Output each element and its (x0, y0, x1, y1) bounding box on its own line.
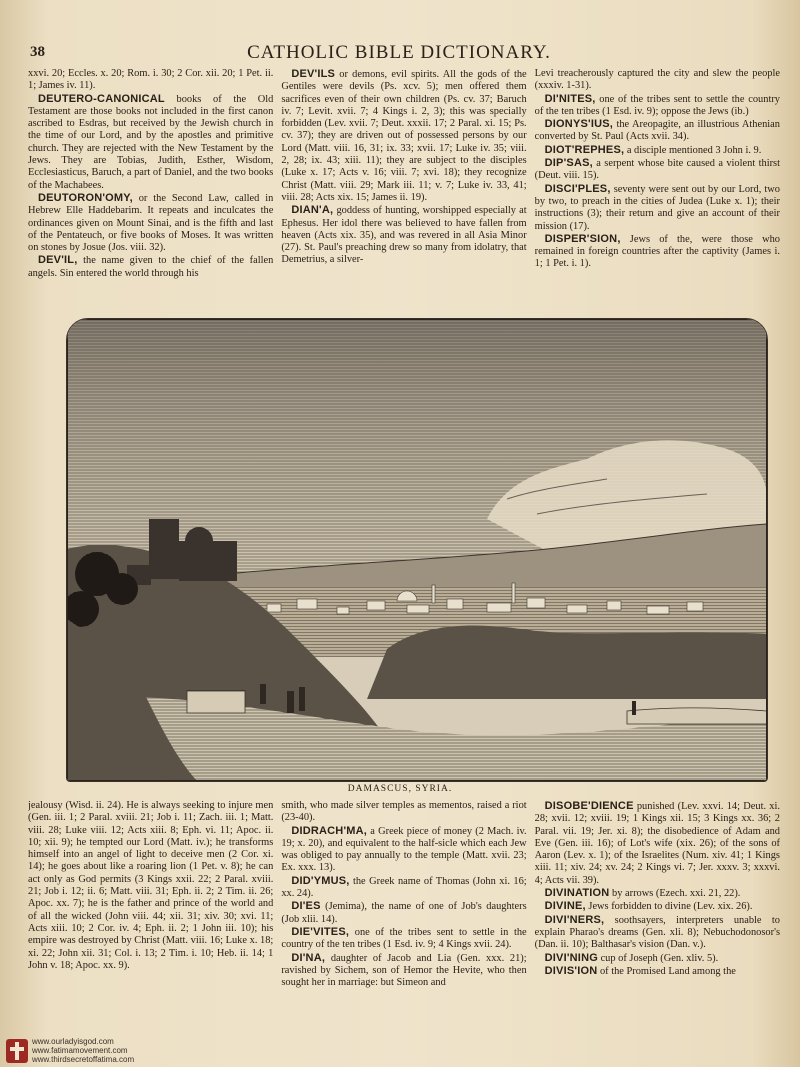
dictionary-entry (535, 183, 780, 233)
watermark-link[interactable]: www.thirdsecretoffatima.com (32, 1055, 135, 1064)
watermark-link[interactable]: www.ourladyisgod.com (32, 1037, 114, 1046)
dictionary-entry (281, 926, 526, 952)
top-columns (28, 68, 780, 318)
entry-headword: DIONYS'IUS, (544, 118, 614, 131)
dictionary-entry (281, 825, 526, 875)
dictionary-entry (281, 875, 526, 901)
entry-text: of the Promised Land among the (597, 965, 736, 977)
cross-shield-icon (6, 1039, 28, 1063)
entry-headword: DIE'VITES, (291, 925, 350, 938)
entry-text: books of the Old Testament are those books not included in the first canon ascribed to Esdras, but received by the Jewish church in the time of our Lord, and by the apostles and primitive church. They are rejected with the New Testament by the Jews. They are Tobias, Judith, Esther, Wisdom, Ecclesiasticus, Baruch, a part of Daniel, and the two books of the Machabees. (28, 93, 274, 191)
watermark-link[interactable]: www.fatimamovement.com (32, 1046, 128, 1055)
page-header (28, 42, 770, 66)
entry-headword: DIP'SAS, (544, 157, 593, 170)
dictionary-entry (535, 965, 780, 978)
entry-text: a Greek piece of money (2 Mach. iv. 19; x. 20), and equivalent to the half-sicle which each Jew was obliged to pay annually to the temple (Matt. xvii. 23; Ex. xxx. 13). (281, 825, 527, 874)
entry-text: seventy were sent out by our Lord, two by two, to preach in the cities of Judea (Luke x. 1); their instructions (3); their return and give an account of their mission (17). (534, 183, 780, 232)
entry-headword: DI'ES (291, 900, 321, 913)
entry-text: soothsayers, interpreters unable to explain Pharao's dreams (Gen. xli. 8); Nebuchodonosor's (Dan. ii. 10); Balthasar's vision (Dan. v.). (534, 914, 780, 951)
column (535, 800, 780, 1030)
entry-text: Jews forbidden to divine (Lev. xix. 26). (585, 901, 753, 913)
page-number: 38 (30, 44, 45, 60)
entry-text: a disciple mentioned 3 John i. 9. (624, 144, 762, 156)
dictionary-entry (535, 952, 780, 965)
column (28, 68, 273, 318)
dictionary-entry (281, 204, 526, 266)
entry-headword: DIVINE, (544, 900, 586, 913)
dictionary-entry (535, 900, 780, 913)
dictionary-entry (28, 800, 273, 972)
entry-headword: DIVI'NING (544, 951, 598, 964)
entry-text: cup of Joseph (Gen. xliv. 5). (597, 952, 719, 964)
entry-headword: DIDRACH'MA, (291, 824, 368, 837)
entry-headword: DIAN'A, (291, 204, 334, 217)
entry-headword: DI'NITES, (544, 92, 596, 105)
dictionary-entry (535, 233, 780, 271)
dictionary-entry (535, 118, 780, 144)
entry-text: a serpent whose bite caused a violent thirst (Deut. viii. 15). (534, 158, 780, 182)
entry-text: or the Second Law, called in Hebrew Elle Haddebarim. It repeats and inculcates the ordinances given on Mount Sinai, and is the fifth and last of the Pentateuch, or five books of Moses. It was written on stones by Josue (Jos. viii. 32). (28, 192, 274, 254)
dictionary-entry (28, 192, 273, 254)
entry-headword: DISOBE'DIENCE (544, 800, 634, 812)
entry-text: goddess of hunting, worshipped especially at Ephesus. Her idol there was believed to have fallen from heaven (Acts xix. 35), and was revered in all Asia Minor (27). St. Paul's preaching drew so many from idolatry, that Demetrius, a silver- (281, 205, 527, 266)
entry-text: the name given to the chief of the fallen angels. Sin entered the world through his (28, 255, 274, 279)
entry-headword: DISPER'SION, (544, 232, 621, 245)
dictionary-entry (28, 254, 273, 280)
dictionary-entry (281, 900, 526, 926)
entry-headword: DEV'IL, (38, 254, 78, 267)
column (281, 68, 526, 318)
running-title: CATHOLIC BIBLE DICTIONARY. (247, 42, 551, 63)
entry-text: by arrows (Ezech. xxi. 21, 22). (609, 888, 741, 900)
dictionary-entry (28, 93, 273, 192)
column (281, 800, 526, 1030)
entry-text: daughter of Jacob and Lia (Gen. xxx. 21); ravished by Sichem, son of Hemor the Hevite, who then sought her in marriage: but Simeon and (281, 952, 527, 989)
entry-text: or demons, evil spirits. All the gods of the Gentiles were devils (Ps. xcv. 5); men offered them sacrifices even of their own children (Ps. cv. 37; Baruch iv. 7; Levit. xvii. 7; 4 Kings i. 2, 3); this was specially forbidden (Lev. xvii. 7; Deut. xxxii. 17; 2 Paral. xi. 15; Ps. cv. 37); they are driven out of possessed persons by our Lord (Matt. viii. 16, 31; ix. 33; xvii. 17; Luke iv. 35; viii. 2, 28; ix. 43; xiii. 11); they are subject to the disciples (Luke x. 17; Acts v. 16; viii. 7; xvi. 18); they recognize Christ (Matt. viii. 29; Mark iii. 11; v. 7; Luke iv. 33, 41; viii. 28; Acts xix. 15; James ii. 19). (281, 69, 527, 203)
entry-text: smith, who made silver temples as mementos, raised a riot (23-40). (281, 800, 527, 824)
dictionary-entry (535, 157, 780, 183)
dictionary-entry (535, 914, 780, 952)
column (535, 68, 780, 318)
entry-headword: DIVIS'ION (544, 964, 598, 977)
entry-text: xxvi. 20; Eccles. x. 20; Rom. i. 30; 2 Cor. xii. 20; 1 Pet. ii. 1; James iv. 11). (28, 68, 274, 92)
watermark-footer (4, 1035, 244, 1065)
entry-text: the Areopagite, an illustrious Athenian converted by St. Paul (Acts xvii. 34). (534, 119, 780, 143)
entry-text: (Jemima), the name of one of Job's daughters (Job xlii. 14). (281, 901, 527, 925)
dictionary-entry (281, 800, 526, 825)
dictionary-entry (535, 800, 780, 887)
bottom-columns (28, 800, 780, 1030)
entry-text: Levi treacherously captured the city and slew the people (xxxiv. 1-31). (534, 68, 780, 92)
entry-text: the Greek name of Thomas (John xi. 16; xx. 24). (281, 875, 527, 900)
entry-headword: DEUTERO-CANONICAL (38, 92, 165, 105)
dictionary-entry (535, 887, 780, 900)
entry-text: punished (Lev. xxvi. 14; Deut. xi. 28; xvii. 12; xviii. 19; 1 Kings xii. 15; 3 Kings xx. 36; 2 Paral. vii. 19; Jer. xi. 8); the disobedience of Adam and Eve (Gen. iii. 16); of Lot's wife (xix. 26); of the sons of Aaron (Lev. x. 1); of the Israelites (Num. xiv. 41; 1 Kings xiii. 11; xiv. 24; xv. 24; 2 Kings vi. 7; Jer. xxxv. 3; xxxvi. 4; Acts vii. 39). (534, 801, 780, 886)
dictionary-entry (535, 93, 780, 119)
dictionary-entry (281, 68, 526, 204)
entry-headword: DIVI'NERS, (544, 913, 605, 926)
entry-headword: DEV'ILS (291, 68, 336, 80)
entry-text: one of the tribes sent to settle the country of the ten tribes (1 Esd. iv. 9); oppose the Jews (ib.) (534, 93, 780, 117)
entry-text: one of the tribes sent to settle in the country of the ten tribes (1 Esd. iv. 9; 4 Kings xvii. 24). (281, 926, 527, 951)
engraving-image (67, 319, 767, 781)
damascus-engraving (66, 318, 768, 782)
entry-headword: DID'YMUS, (291, 874, 350, 887)
dictionary-entry (281, 952, 526, 990)
entry-headword: DI'NA, (291, 951, 326, 964)
entry-headword: DIOT'REPHES, (544, 143, 625, 156)
dictionary-entry (535, 68, 780, 93)
entry-headword: DISCI'PLES, (544, 182, 611, 195)
watermark-links (32, 1037, 134, 1064)
entry-text: Jews of the, were those who remained in foreign countries after the captivity (James i. 1; 1 Pet. i. 1). (534, 233, 780, 270)
illustration-caption: DAMASCUS, SYRIA. (347, 784, 453, 794)
column (28, 800, 273, 1030)
entry-text: jealousy (Wisd. ii. 24). He is always seeking to injure men (Gen. iii. 1; 2 Paral. xviii. 21; Job i. 11; Zach. iii. 1; Matt. viii. 28; Luke viii. 12; Acts xiii. 8; Eph. vi. 11; Apoc. ii. 10; xii. 9); he tempted our Lord (Matt. iv.); he transforms himself into an angel of light to deceive men (2 Cor. xi. 14); he goes about like a roaring lion (1 Pet. v. 8); he can act only as God permits (3 Kings xxii. 22; 2 Paral. xviii. 21; Job i. 12; ii. 6; Matt. viii. 31; Eph. ii. 2; 2 Tim. ii. 26; Apoc. xx. 7); he is the father and prince of the world and of all the wicked (John viii. 44; xii. 31; xiv. 30; xvi. 11; Acts xiii. 10; 2 Cor. iv. 4; Eph. ii. 2; 1 John iii. 10); his empire was destroyed by Christ (Matt. viii. 16; Luke x. 18; xi. 22; John xii. 31; Col. i. 13; 2 Tim. i. 10; Heb. ii. 14; 1 John v. 18; Apoc. xx. 9). (28, 800, 274, 971)
dictionary-entry (535, 144, 780, 157)
entry-headword: DIVINATION (544, 887, 610, 900)
dictionary-entry (28, 68, 273, 93)
entry-headword: DEUTORON'OMY, (38, 191, 133, 204)
